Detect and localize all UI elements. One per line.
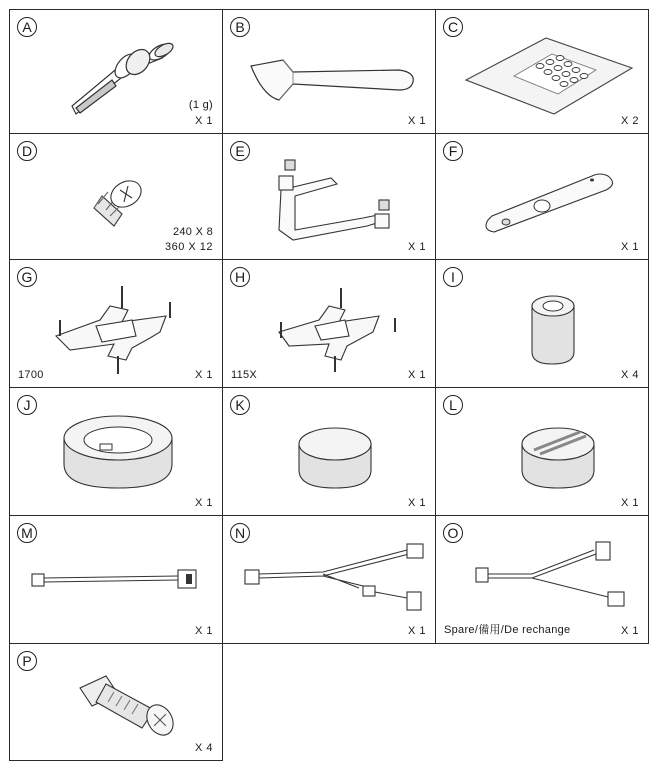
part-quantity-line: 240 X 8 <box>172 226 213 238</box>
usb-cable-icon <box>10 516 224 645</box>
part-c-cell <box>435 9 649 134</box>
part-e-cell <box>222 133 436 260</box>
part-b-cell <box>222 9 436 134</box>
part-note: 115X <box>231 369 258 381</box>
splitter-cable-icon <box>223 516 437 645</box>
wrench-plate-icon <box>436 134 650 261</box>
part-quantity: X 1 <box>194 369 213 381</box>
part-o-cell <box>435 515 649 644</box>
part-g-cell <box>9 259 223 388</box>
part-quantity: X 4 <box>194 742 213 754</box>
thermal-paste-syringe-icon <box>10 10 224 135</box>
part-h-cell <box>222 259 436 388</box>
part-letter: L <box>443 395 463 415</box>
part-f-cell <box>435 133 649 260</box>
cleaning-pad-icon <box>436 10 650 135</box>
part-quantity: X 1 <box>194 115 213 127</box>
part-quantity: X 1 <box>407 625 426 637</box>
part-quantity: X 1 <box>407 497 426 509</box>
part-quantity-line: 360 X 12 <box>164 241 213 253</box>
spatula-icon <box>223 10 437 135</box>
part-note: 1700 <box>18 369 44 381</box>
part-letter: M <box>17 523 37 543</box>
part-letter: E <box>230 141 250 161</box>
striped-cap-icon <box>436 388 650 517</box>
part-quantity: X 1 <box>194 625 213 637</box>
part-quantity: X 1 <box>620 241 639 253</box>
part-a-cell <box>9 9 223 134</box>
part-d-cell <box>9 133 223 260</box>
part-letter: P <box>17 651 37 671</box>
part-p-cell <box>9 643 223 761</box>
part-letter: O <box>443 523 463 543</box>
part-quantity: X 2 <box>620 115 639 127</box>
part-letter: H <box>230 267 250 287</box>
part-quantity: X 1 <box>407 115 426 127</box>
part-letter: A <box>17 17 37 37</box>
part-letter: N <box>230 523 250 543</box>
part-quantity: X 1 <box>194 497 213 509</box>
part-letter: J <box>17 395 37 415</box>
mounting-bracket-icon <box>223 134 437 261</box>
part-quantity: X 1 <box>407 369 426 381</box>
part-letter: F <box>443 141 463 161</box>
part-quantity: X 1 <box>620 625 639 637</box>
part-note: Spare/備用/De rechange <box>444 624 571 636</box>
part-letter: I <box>443 267 463 287</box>
part-j-cell <box>9 387 223 516</box>
spacer-icon <box>436 260 650 389</box>
part-quantity: X 1 <box>620 497 639 509</box>
part-n-cell <box>222 515 436 644</box>
parts-grid <box>9 9 649 761</box>
part-quantity: X 4 <box>620 369 639 381</box>
round-cap-icon <box>223 388 437 517</box>
part-note: (1 g) <box>188 99 213 111</box>
part-letter: C <box>443 17 463 37</box>
part-l-cell <box>435 387 649 516</box>
part-letter: G <box>17 267 37 287</box>
part-letter: B <box>230 17 250 37</box>
part-quantity: X 1 <box>407 241 426 253</box>
part-k-cell <box>222 387 436 516</box>
standoff-screw-icon <box>10 644 224 762</box>
part-i-cell <box>435 259 649 388</box>
part-letter: K <box>230 395 250 415</box>
part-letter: D <box>17 141 37 161</box>
ring-cover-icon <box>10 388 224 517</box>
part-m-cell <box>9 515 223 644</box>
